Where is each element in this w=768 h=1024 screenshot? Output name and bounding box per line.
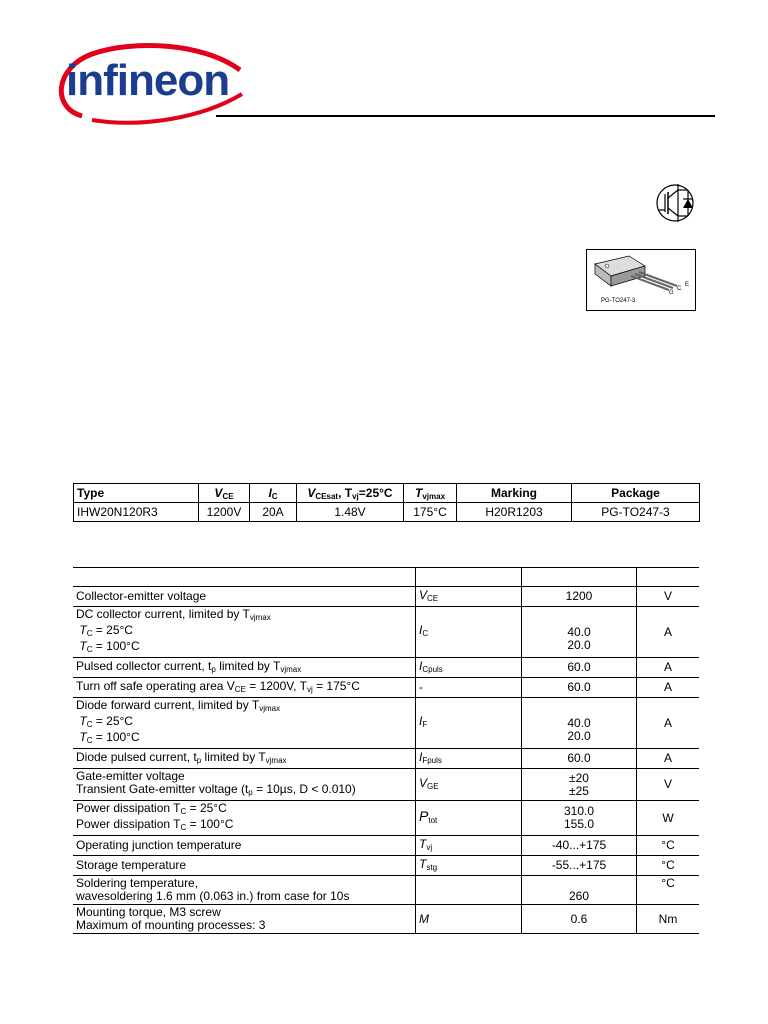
table-row <box>73 607 699 658</box>
param-unit: V <box>637 769 700 801</box>
param-symbol: - <box>416 678 522 698</box>
param-unit: V <box>637 587 700 607</box>
param-symbol: $I_{Cpuls}$ <box>416 658 522 678</box>
col-tvjmax: $T_{vjmax}$ <box>404 484 457 503</box>
col-vcesat: $V_{CEsat}$, $T_{vj}=25^\circ C$ <box>297 484 404 503</box>
cell-marking: H20R1203 <box>457 503 572 522</box>
param-value: 60.0 <box>522 678 637 698</box>
param-unit: W <box>637 801 700 836</box>
cell-vcesat: 1.48V <box>297 503 404 522</box>
param-unit: A <box>637 678 700 698</box>
infineon-logo <box>52 42 244 126</box>
header-cell <box>73 568 416 587</box>
param-desc: Diode pulsed current, $t_p$ limited by $T_{vjmax}$ <box>73 749 416 769</box>
param-unit: A <box>637 607 700 658</box>
param-desc: Mounting torque, M3 screw Maximum of mounting processes: 3 <box>73 905 416 934</box>
table-row <box>73 587 699 607</box>
param-value: 40.0 20.0 <box>522 698 637 749</box>
param-desc: Collector-emitter voltage <box>73 587 416 607</box>
header-cell <box>637 568 700 587</box>
table-row <box>73 678 699 698</box>
param-symbol <box>416 876 522 905</box>
param-unit: °C <box>637 876 700 905</box>
param-desc: Storage temperature <box>73 856 416 876</box>
param-symbol: $I_{Fpuls}$ <box>416 749 522 769</box>
pin-c-label: C <box>677 286 682 292</box>
param-value: 1200 <box>522 587 637 607</box>
logo-text: infineon <box>66 56 230 105</box>
param-value: ±20 ±25 <box>522 769 637 801</box>
cell-tvjmax: 175°C <box>404 503 457 522</box>
param-desc: Pulsed collector current, $t_p$ limited by $T_{vjmax}$ <box>73 658 416 678</box>
param-symbol: $P_{tot}$ <box>416 801 522 836</box>
cell-vce: 1200V <box>199 503 250 522</box>
cell-package: PG-TO247-3 <box>572 503 700 522</box>
param-value: 60.0 <box>522 658 637 678</box>
table-row <box>73 658 699 678</box>
param-desc: Turn off safe operating area $V_{CE} = 1200V$, $T_{vj} = 175^\circ C$ <box>73 678 416 698</box>
param-value: -40...+175 <box>522 836 637 856</box>
col-vce: $V_{CE}$ <box>199 484 250 503</box>
cell-ic: 20A <box>250 503 297 522</box>
table-row <box>74 503 700 522</box>
param-symbol: $T_{vj}$ <box>416 836 522 856</box>
param-value: 0.6 <box>522 905 637 934</box>
param-desc: DC collector current, limited by $T_{vjmax}$ $T_C = 25^\circ C$ $T_C = 100^\circ C$ <box>73 607 416 658</box>
package-label: PG-TO247-3 <box>601 298 636 304</box>
param-symbol: M <box>416 905 522 934</box>
param-value: 310.0 155.0 <box>522 801 637 836</box>
table-row <box>73 801 699 836</box>
param-unit: A <box>637 698 700 749</box>
table-row <box>73 856 699 876</box>
igbt-symbol-icon <box>640 180 696 226</box>
param-symbol: $I_F$ <box>416 698 522 749</box>
col-marking: Marking <box>457 484 572 503</box>
header-cell <box>416 568 522 587</box>
max-ratings-table <box>73 567 699 934</box>
table-row <box>73 836 699 856</box>
param-value: 260 <box>522 876 637 905</box>
col-type: Type <box>74 484 199 503</box>
header-cell <box>522 568 637 587</box>
table-row <box>73 769 699 801</box>
package-drawing <box>586 249 696 311</box>
type-table-header <box>74 484 700 503</box>
param-unit: °C <box>637 836 700 856</box>
param-desc: Soldering temperature, wavesoldering 1.6 mm (0.063 in.) from case for 10s <box>73 876 416 905</box>
col-package: Package <box>572 484 700 503</box>
param-desc: Gate-emitter voltage Transient Gate-emitter voltage ($t_p = 10\mu s$, D < 0.010) <box>73 769 416 801</box>
param-symbol: $V_{GE}$ <box>416 769 522 801</box>
col-ic: $I_C$ <box>250 484 297 503</box>
param-desc: Operating junction temperature <box>73 836 416 856</box>
header-divider <box>216 115 715 117</box>
param-value: 40.0 20.0 <box>522 607 637 658</box>
type-table <box>73 483 700 522</box>
table-row <box>73 876 699 905</box>
param-symbol: $V_{CE}$ <box>416 587 522 607</box>
table-row <box>73 698 699 749</box>
pin-g-label: G <box>669 290 674 296</box>
param-desc: Diode forward current, limited by $T_{vjmax}$ $T_C = 25^\circ C$ $T_C = 100^\circ C$ <box>73 698 416 749</box>
param-unit: A <box>637 658 700 678</box>
param-unit: A <box>637 749 700 769</box>
param-value: -55...+175 <box>522 856 637 876</box>
cell-type: IHW20N120R3 <box>74 503 199 522</box>
table-row <box>73 905 699 934</box>
param-unit: °C <box>637 856 700 876</box>
table-row <box>73 749 699 769</box>
param-value: 60.0 <box>522 749 637 769</box>
max-table-header <box>73 568 699 587</box>
param-symbol: $T_{stg}$ <box>416 856 522 876</box>
param-desc: Power dissipation $T_C = 25^\circ C$ Power dissipation $T_C = 100^\circ C$ <box>73 801 416 836</box>
param-unit: Nm <box>637 905 700 934</box>
pin-e-label: E <box>685 282 690 288</box>
param-symbol: $I_C$ <box>416 607 522 658</box>
